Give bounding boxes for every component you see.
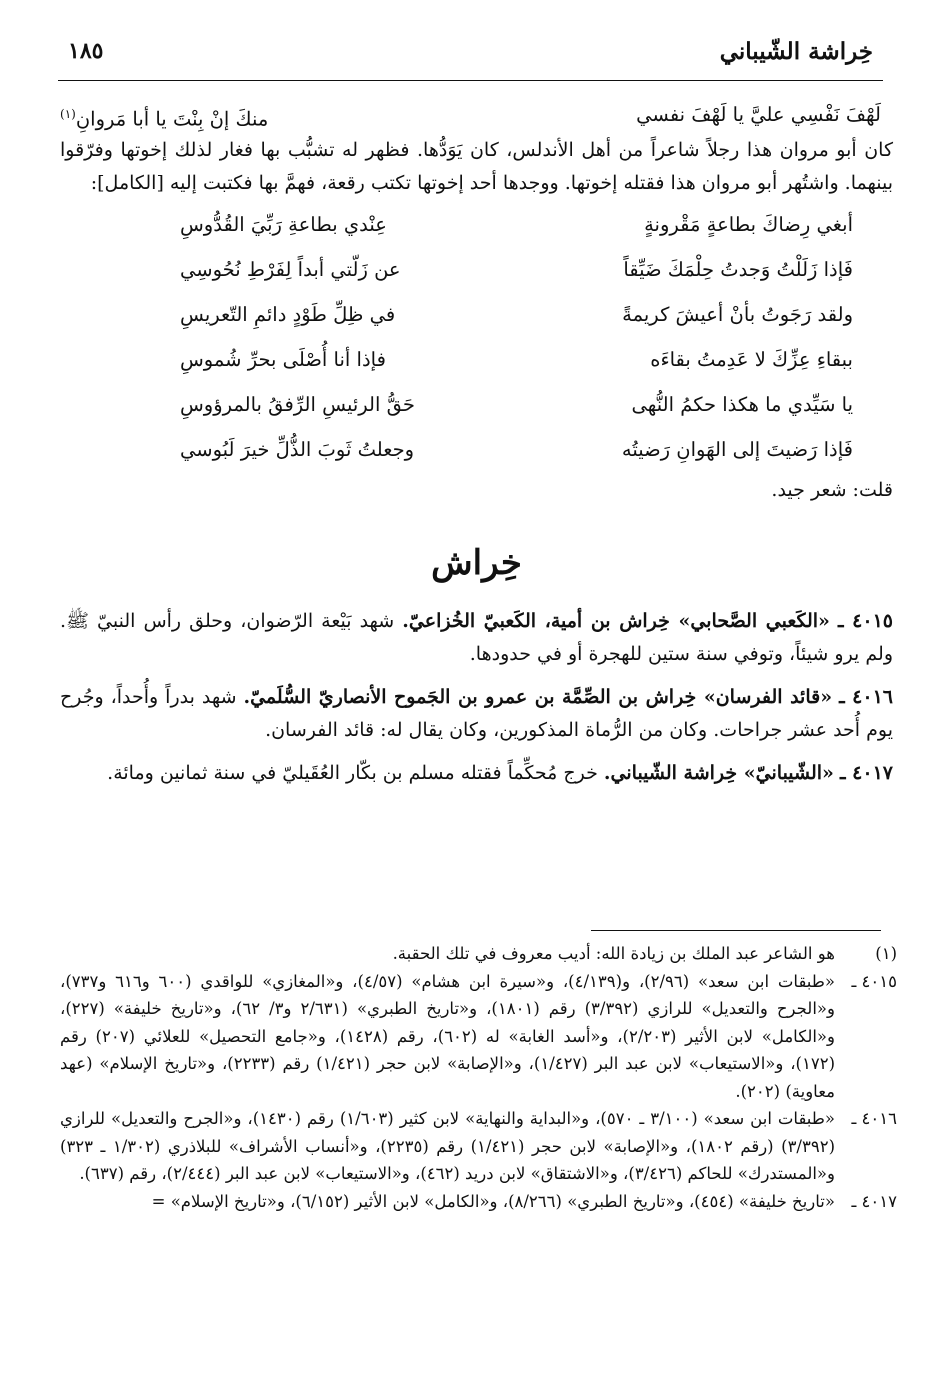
entry-text: شهد بَيْعة الرّضوان، وحلق رأس النبيّ ﷺ. ولم يرو شيئاً، وتوفي سنة ستين للهجرة أو في حدودها. [60,610,893,665]
running-head [68,38,873,78]
verse-hemistich-left: في ظِلِّ طَوْدٍ دائمِ التّعريسِ [180,303,396,326]
verse-hemistich-right: ولقد رَجَوتُ بأنْ أعيشَ كريمةً [622,303,853,326]
running-title: خِراشة الشّيباني [719,38,873,65]
entry-heading: «الشّيبانيّ» خِراشة الشّيباني. [603,762,834,784]
verse-hemistich-left: وجعلتُ ثَوبَ الذُّلِّ خيرَ لَبُوسي [180,438,415,461]
poem-verse [60,247,893,292]
biography-entry [60,605,893,671]
footnote-rule [591,930,881,931]
footnote [60,1105,897,1188]
footnote-text: «تاريخ خليفة» (٤٥٤)، و«تاريخ الطبري» (٨/٢٦٦)، و«الكامل» لابن الأثير (٦/١٥٢)، و«تاريخ الإسلام» = [151,1191,835,1211]
verse-hemistich-right: يا سَيِّدي ما هكذا حكمُ النُّهى [631,393,853,416]
footnote-text: «طبقات ابن سعد» (٣/١٠٠ ـ ٥٧٠)، و«البداية والنهاية» لابن كثير (١/٦٠٣) رقم (١٤٣٠)، و«الجرح والتعديل» للرازي (٣/٣٩٢) (رقم ١٨٠٢)، و«الإصابة» لابن حجر (١/٤٢١) رقم (٢٢٣٥)، و«أنساب الأشراف» للبلاذري (١/٣٠٢ ـ ٣٢٣) و«المستدرك» للحاكم (٣/٤٢٦)، و«الاشتقاق» لابن دريد (٤٦٢)، و«الاستيعاب» لابن عبد البر (٢/٤٤٤)، رقم (٦٣٧). [60,1109,836,1183]
entry-number: ٤٠١٥ ـ [837,610,893,632]
verse-hemistich-left: عِنْدي بطاعةِ رَبِّيَ القُدُّوسِ [180,213,387,236]
verse-hemistich-right: ببقاءِ عِزِّكَ لا عَدِمتُ بقاءَه [650,348,853,371]
verse-hemistich-right: لَهْفَ نَفْسِي عليَّ يا لَهْفَ نفسي [636,103,881,126]
footnote-number: ٤٠١٧ ـ [851,1191,897,1211]
verse-hemistich-right: أبغي رِضاكَ بطاعةٍ مَقْرونةٍ [644,213,853,236]
footnote [60,1188,897,1216]
poem-verse [60,382,893,427]
footnote [60,940,897,968]
footnote-text: «طبقات ابن سعد» (٢/٩٦)، و(٤/١٣٩)، و«سيرة ابن هشام» (٤/٥٧)، و«المغازي» للواقدي (٦٠٠ و٦١٦ و٧٣٧)، و«الجرح والتعديل» للرازي (٣/٣٩٢) رقم (١٨٠١)، و«تاريخ الطبري» (٢/٦٣١ و٣/ ٦٢)، و«تاريخ خليفة» (٢٢٧)، و«الكامل» لابن الأثير (٢/٢٠٣)، و«أسد الغابة» له (٦٠٢)، رقم (١٤٢٨)، و«جامع التحصيل» للعلائي (٢٠٧) رقم (١٧٢)، و«الاستيعاب» لابن عبد البر (١/٤٢٧)، و«الإصابة» لابن حجر (١/٤٢١) رقم (٢٢٣٣)، و«تاريخ الإسلام» (عهد معاوية) (٢٠٢). [60,971,835,1101]
poem-verse [60,202,893,247]
footnote [60,968,897,1106]
footnote-number: (١) [875,944,897,963]
entry-heading: «قائد الفرسان» خِراش بن الصِّمَّة بن عمرو بن الجَموح الأنصاريّ السُّلَميّ. [243,686,833,708]
verse-hemistich-left: عن زَلّتي أبداً لِفَرْطِ نُحُوسِي [180,258,401,281]
verse-hemistich-right: فَإذا رَضيتَ إلى الهَوانِ رَضيتُه [621,438,853,461]
entry-text: خرج مُحكِّماً فقتله مسلم بن بكّار العُقَيليّ في سنة ثمانين ومائة. [107,762,604,784]
header-rule [58,80,883,81]
main-text [60,92,893,800]
footnote-number: ٤٠١٥ ـ [851,971,897,991]
section-title: خِراش [431,543,522,583]
entry-heading: «الكَعبي الصَّحابي» خِراش بن أمية، الكَعبيّ الخُزاعيّ. [402,610,830,632]
verse-hemistich-left [60,98,460,132]
page-number: ١٨٥ [68,38,104,64]
poem-verse [60,427,893,472]
poem [60,202,893,472]
footnote-text: هو الشاعر عبد الملك بن زيادة الله: أديب معروف في تلك الحقبة. [392,944,835,963]
biography-entry [60,681,893,747]
footnotes [60,940,897,1215]
verse-hemistich-left-text: منكَ إنْ بِنْتَ يا أبا مَروانِ [75,107,269,131]
footnote-number: ٤٠١٦ ـ [851,1109,897,1128]
verse-hemistich-left: فإذا أنا أُصْلَى بحرِّ شُموسِ [180,348,386,371]
entry-number: ٤٠١٧ ـ [839,762,893,784]
opening-verse [60,98,893,132]
verse-hemistich-right: فَإذا زَلَلْتُ وَجدتُ حِلْمَكَ ضَيِّقاً [623,258,853,281]
prose-paragraph: كان أبو مروان هذا رجلاً شاعراً من أهل الأندلس، كان يَوَدُّها. فظهر له تشبُّب بها فغار لذلك إخوتها وفرّقوا بينهما. واشتُهر أبو مروان هذا فقتله إخوتها. ووجدها أحد إخوتها تكتب رقعة، فهمَّ بها فكتبت إليه [الكامل]: [60,139,893,194]
verse-hemistich-left: حَقُّ الرئيسِ الرِّفقُ بالمرؤوسِ [180,393,415,416]
footnote-marker: (١) [60,107,76,121]
entry-number: ٤٠١٦ ـ [839,686,893,708]
biography-entry [60,757,893,790]
poem-verse [60,337,893,382]
author-comment: قلت: شعر جيد. [771,479,893,501]
poem-verse [60,292,893,337]
entry-text: شهد بدراً وأُحداً، وجُرح يوم أُحد عشر جراحات. وكان من الرُّماة المذكورين، وكان يقال له: قائد الفرسان. [60,686,893,741]
